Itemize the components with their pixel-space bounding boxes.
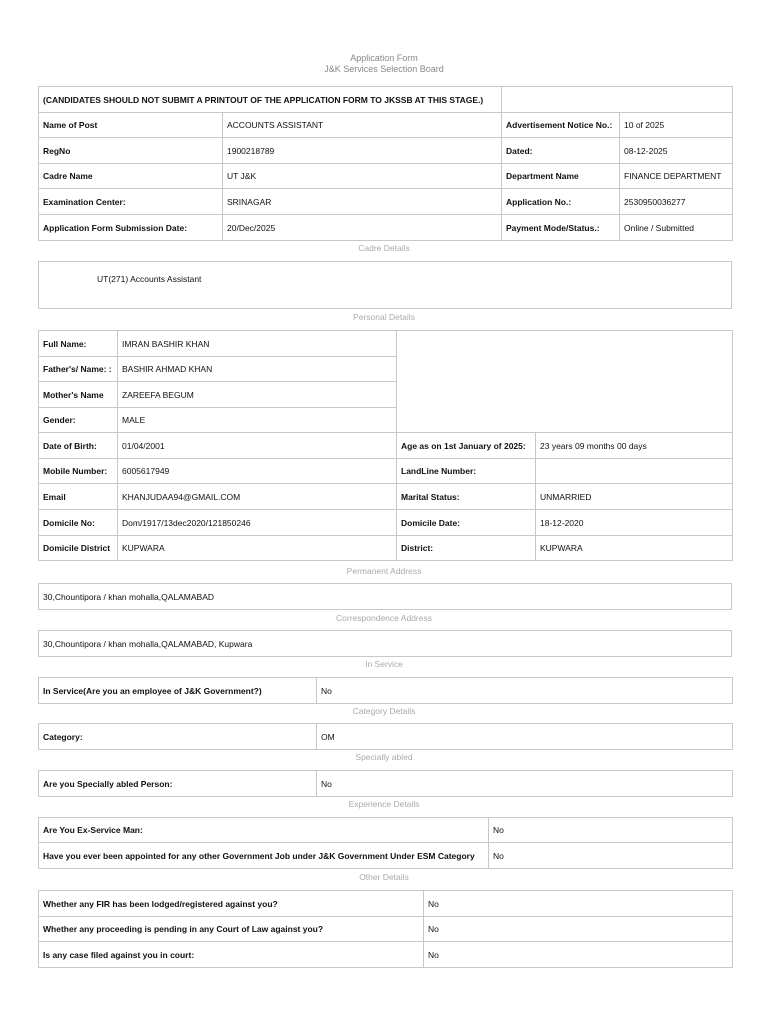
- domicile-date-value: 18-12-2020: [536, 510, 733, 536]
- esm-value: No: [489, 843, 733, 869]
- in-service-table: [38, 677, 733, 704]
- fir-value: No: [424, 891, 733, 917]
- permanent-address-heading: Permanent Address: [346, 566, 422, 576]
- experience-details-heading: Experience Details: [348, 799, 420, 809]
- proceeding-label: Whether any proceeding is pending in any Court of Law against you?: [39, 917, 424, 942]
- dated-label: Dated:: [502, 138, 620, 164]
- name-of-post-value: ACCOUNTS ASSISTANT: [223, 113, 502, 138]
- dated-value: 08-12-2025: [620, 138, 733, 164]
- father-name-label: Father's/ Name: :: [39, 357, 118, 382]
- photo-area: [397, 331, 733, 433]
- name-of-post-label: Name of Post: [39, 113, 223, 138]
- mother-name-label: Mother's Name: [39, 382, 118, 408]
- exam-center-value: SRINAGAR: [223, 189, 502, 215]
- regno-value: 1900218789: [223, 138, 502, 164]
- experience-table: [38, 817, 733, 869]
- category-label: Category:: [39, 724, 317, 750]
- full-name-label: Full Name:: [39, 331, 118, 357]
- court-case-label: Is any case filed against you in court:: [39, 942, 424, 968]
- domicile-district-label: Domicile District: [39, 536, 118, 561]
- gender-label: Gender:: [39, 408, 118, 433]
- age-value: 23 years 09 months 00 days: [536, 433, 733, 459]
- domicile-no-value: Dom/1917/13dec2020/121850246: [118, 510, 397, 536]
- regno-label: RegNo: [39, 138, 223, 164]
- department-label: Department Name: [502, 164, 620, 189]
- landline-label: LandLine Number:: [397, 459, 536, 484]
- marital-status-value: UNMARRIED: [536, 484, 733, 510]
- correspondence-address-value: 30,Chountipora / khan mohalla,QALAMABAD, Kupwara: [39, 631, 732, 657]
- fir-label: Whether any FIR has been lodged/registered against you?: [39, 891, 424, 917]
- other-details-table: [38, 890, 733, 968]
- landline-value: [536, 459, 733, 484]
- cadre-name-label: Cadre Name: [39, 164, 223, 189]
- email-label: Email: [39, 484, 118, 510]
- gender-value: MALE: [118, 408, 397, 433]
- domicile-district-value: KUPWARA: [118, 536, 397, 561]
- cadre-details-value: UT(271) Accounts Assistant: [97, 274, 202, 284]
- other-details-heading: Other Details: [359, 872, 409, 882]
- application-no-label: Application No.:: [502, 189, 620, 215]
- personal-table: [38, 330, 733, 561]
- category-table: [38, 723, 733, 750]
- email-value: KHANJUDAA94@GMAIL.COM: [118, 484, 397, 510]
- notice-text: (CANDIDATES SHOULD NOT SUBMIT A PRINTOUT OF THE APPLICATION FORM TO JKSSB AT THIS STAGE.): [39, 87, 502, 113]
- ex-service-value: No: [489, 818, 733, 843]
- payment-label: Payment Mode/Status.:: [502, 215, 620, 241]
- esm-label: Have you ever been appointed for any other Government Job under J&K Government Under ESM Category: [39, 843, 489, 869]
- payment-value: Online / Submitted: [620, 215, 733, 241]
- form-header: [0, 53, 768, 75]
- in-service-label: In Service(Are you an employee of J&K Government?): [39, 678, 317, 704]
- cadre-details-heading: Cadre Details: [358, 243, 410, 253]
- ex-service-label: Are You Ex-Service Man:: [39, 818, 489, 843]
- cadre-name-value: UT J&K: [223, 164, 502, 189]
- in-service-value: No: [317, 678, 733, 704]
- personal-details-heading: Personal Details: [353, 312, 415, 322]
- top-table: [38, 86, 733, 241]
- district-label: District:: [397, 536, 536, 561]
- specially-abled-value: No: [317, 771, 733, 797]
- correspondence-address-heading: Correspondence Address: [336, 613, 432, 623]
- mobile-value: 6005617949: [118, 459, 397, 484]
- adv-notice-value: 10 of 2025: [620, 113, 733, 138]
- department-value: FINANCE DEPARTMENT: [620, 164, 733, 189]
- mobile-label: Mobile Number:: [39, 459, 118, 484]
- marital-status-label: Marital Status:: [397, 484, 536, 510]
- specially-abled-table: [38, 770, 733, 797]
- cadre-details-box: [38, 261, 732, 309]
- age-label: Age as on 1st January of 2025:: [397, 433, 536, 459]
- specially-abled-label: Are you Specially abled Person:: [39, 771, 317, 797]
- form-title: Application Form: [350, 53, 418, 63]
- permanent-address-value: 30,Chountipora / khan mohalla,QALAMABAD: [39, 584, 732, 610]
- mother-name-value: ZAREEFA BEGUM: [118, 382, 397, 408]
- category-details-heading: Category Details: [352, 706, 416, 716]
- exam-center-label: Examination Center:: [39, 189, 223, 215]
- proceeding-value: No: [424, 917, 733, 942]
- district-value: KUPWARA: [536, 536, 733, 561]
- specially-abled-heading: Specially abled: [355, 752, 413, 762]
- court-case-value: No: [424, 942, 733, 968]
- in-service-heading: In Service: [365, 659, 403, 669]
- submission-date-label: Application Form Submission Date:: [39, 215, 223, 241]
- dob-label: Date of Birth:: [39, 433, 118, 459]
- adv-notice-label: Advertisement Notice No.:: [502, 113, 620, 138]
- category-value: OM: [317, 724, 733, 750]
- domicile-date-label: Domicile Date:: [397, 510, 536, 536]
- full-name-value: IMRAN BASHIR KHAN: [118, 331, 397, 357]
- application-no-value: 2530950036277: [620, 189, 733, 215]
- dob-value: 01/04/2001: [118, 433, 397, 459]
- permanent-address-table: [38, 583, 732, 610]
- domicile-no-label: Domicile No:: [39, 510, 118, 536]
- notice-empty: [502, 87, 733, 113]
- submission-date-value: 20/Dec/2025: [223, 215, 502, 241]
- board-name: J&K Services Selection Board: [324, 64, 444, 74]
- father-name-value: BASHIR AHMAD KHAN: [118, 357, 397, 382]
- correspondence-address-table: [38, 630, 732, 657]
